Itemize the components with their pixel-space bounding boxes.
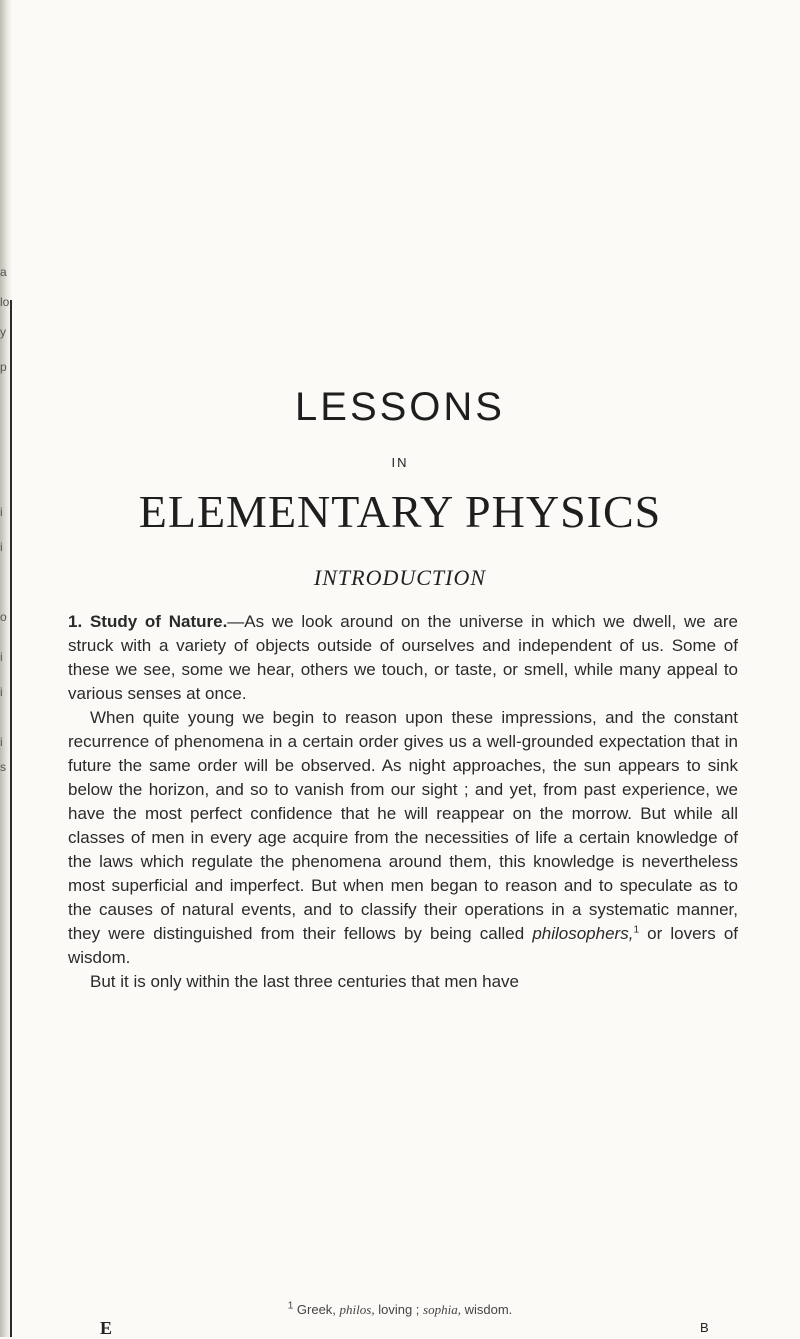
book-title: LESSONS	[295, 385, 505, 429]
paragraph-text: But it is only within the last three centuries that men have	[90, 972, 520, 991]
paragraph-text: or lovers of wisdom.	[68, 924, 739, 967]
gutter-mark: p	[0, 360, 7, 374]
gutter-mark: a	[0, 265, 7, 279]
gutter-mark: i	[0, 685, 3, 699]
title-connector: IN	[391, 455, 409, 470]
italic-term: philosophers,	[532, 924, 634, 943]
paragraph-text: When quite young we begin to reason upon these impressions, and the constant recurrence of phenomena in a certain order gives us a well-grounded expectation that in future the same order will be observed. As night approaches, the sun appears to sink below the horizon, and so to vanish from our sight ; and yet, from past experience, we have the most perfect confidence that he will reappear on the morrow. But while all classes of men in every age acquire from the necessities of life a certain knowledge of the laws which regulate the phenomena around them, this knowledge is nevertheless most superficial and imperfect. But when men began to reason and to speculate as to the causes of natural events, and to classify their operations in a systematic manner, they were distinguished from their fellows by being called	[68, 708, 738, 943]
footnote	[0, 1302, 800, 1318]
footnote-word: sophia,	[423, 1302, 461, 1317]
gutter-mark: i	[0, 505, 3, 519]
paragraph-2	[68, 706, 738, 970]
gutter-mark: y	[0, 325, 6, 339]
footnote-reference: 1	[633, 924, 639, 936]
gutter-mark: i	[0, 650, 3, 664]
footnote-lead: Greek,	[296, 1302, 336, 1317]
gutter-mark: o	[0, 610, 7, 624]
body-text	[68, 610, 738, 994]
section-title: INTRODUCTION	[313, 565, 487, 590]
gutter-mark: s	[0, 760, 6, 774]
footnote-word: philos,	[339, 1302, 375, 1317]
book-subject: ELEMENTARY PHYSICS	[138, 486, 662, 537]
gutter-mark: i	[0, 540, 3, 554]
signature-mark-left: E	[100, 1318, 113, 1338]
footnote-text: loving ;	[378, 1302, 420, 1317]
paragraph-text: —As we look around on the universe in which we dwell, we are struck with a variety of objects outside of ourselves and independent of us. Some of these we see, some we hear, others we touch, or taste, or smell, while many appeal to various senses at once.	[68, 612, 738, 703]
gutter-mark: lo	[0, 295, 10, 309]
paragraph-1	[68, 610, 738, 706]
paragraph-heading: Study of Nature.	[89, 612, 228, 631]
section-number: 1.	[68, 612, 83, 631]
gutter-mark: i	[0, 735, 3, 749]
footnote-marker: 1	[287, 1300, 294, 1312]
paragraph-3	[68, 970, 738, 994]
footnote-text: wisdom.	[464, 1302, 513, 1317]
signature-mark-right: B	[700, 1320, 709, 1335]
